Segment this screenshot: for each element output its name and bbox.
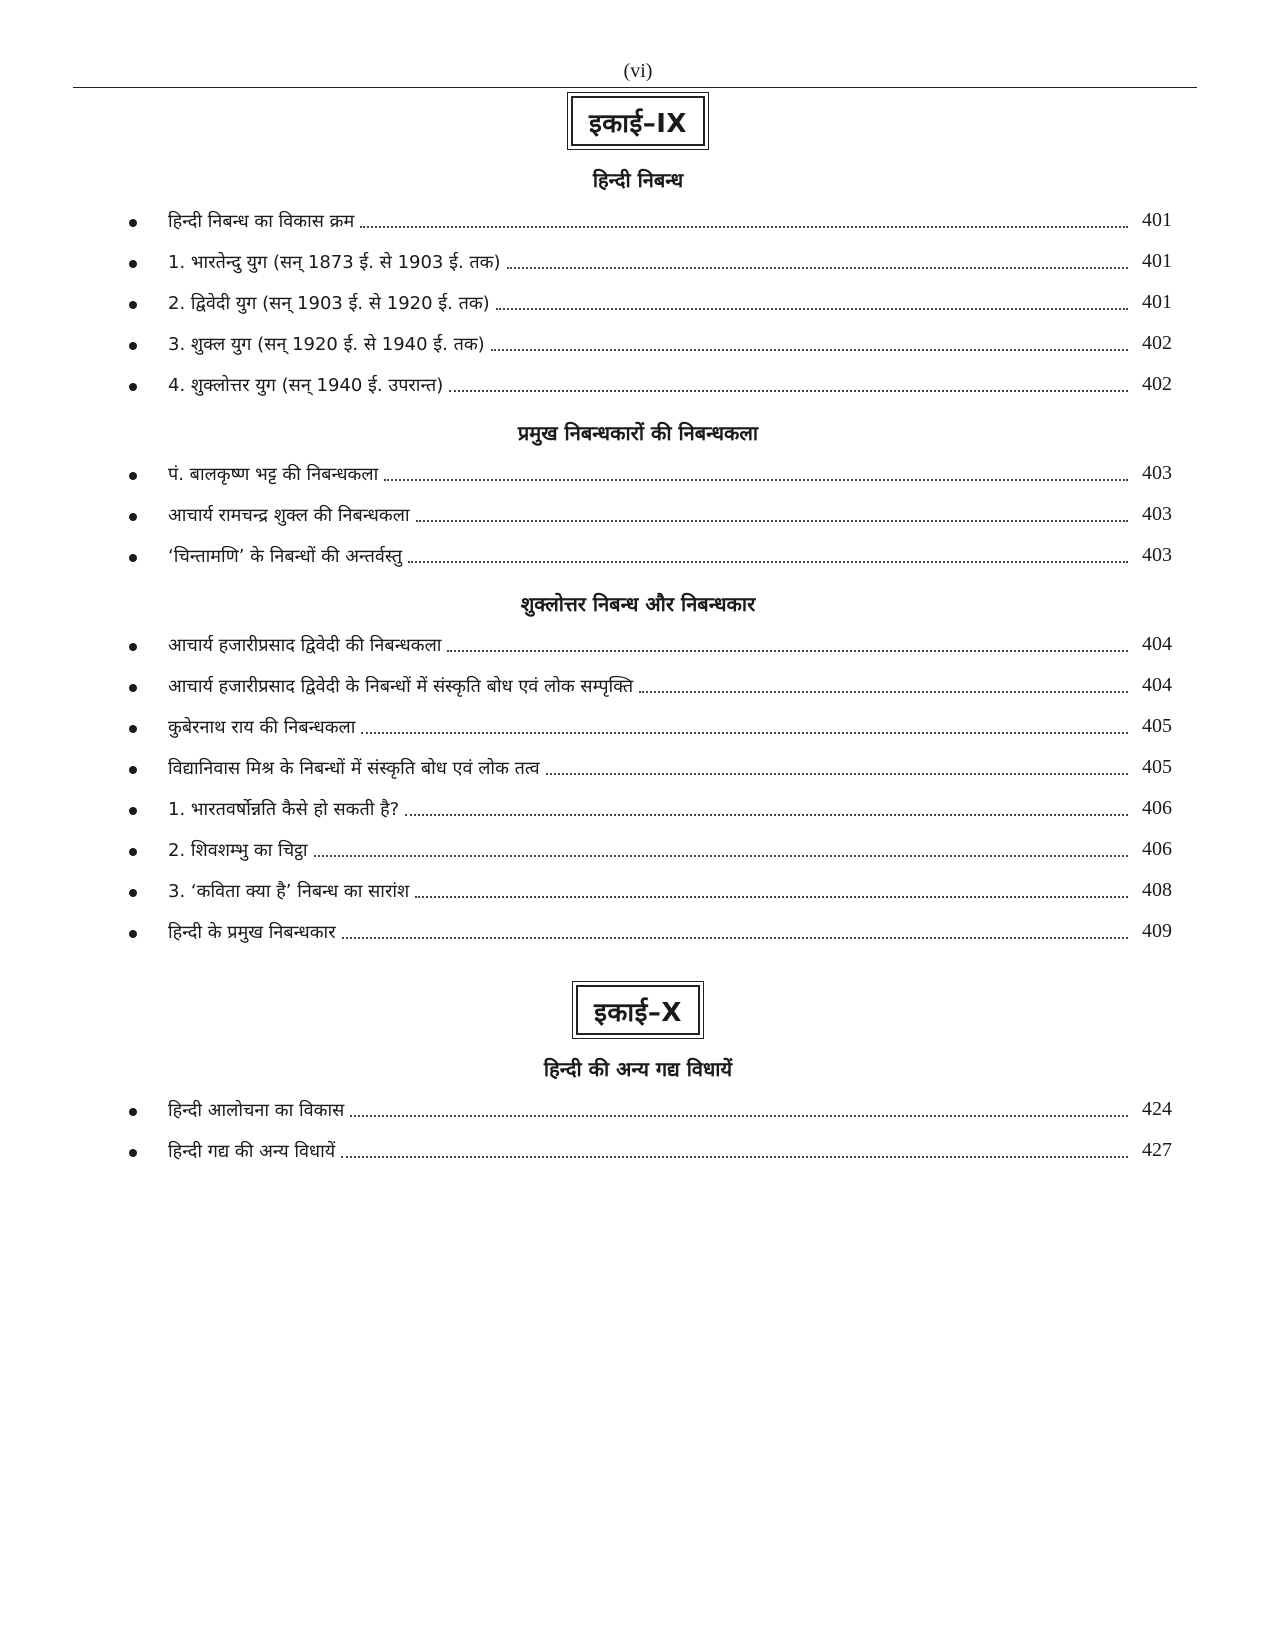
- toc-entry[interactable]: [0, 706, 1276, 747]
- dot-leader: [416, 520, 1128, 522]
- dot-leader: [408, 561, 1128, 563]
- toc-entry-page: 402: [1142, 373, 1172, 395]
- dot-leader: [507, 267, 1129, 269]
- dot-leader: [447, 650, 1128, 652]
- toc-entry[interactable]: [0, 1089, 1276, 1130]
- toc-entry[interactable]: [0, 200, 1276, 241]
- toc-entry-title: आचार्य हजारीप्रसाद द्विवेदी की निबन्धकला: [168, 634, 442, 656]
- section-heading: हिन्दी की अन्य गद्य विधायें: [543, 1057, 733, 1081]
- toc-entry[interactable]: [0, 282, 1276, 323]
- toc-entry-title: हिन्दी निबन्ध का विकास क्रम: [168, 210, 355, 232]
- toc-entry[interactable]: [0, 747, 1276, 788]
- unit-title: इकाई–X: [576, 985, 700, 1035]
- dot-leader: [496, 308, 1128, 310]
- unit-x: [0, 985, 1276, 1171]
- bullet-icon: [129, 513, 137, 521]
- toc-entry[interactable]: [0, 665, 1276, 706]
- bullet-icon: [129, 1149, 137, 1157]
- toc-entry-page: 408: [1142, 879, 1172, 901]
- toc-entry-title: हिन्दी आलोचना का विकास: [168, 1099, 345, 1121]
- bullet-icon: [129, 643, 137, 651]
- dot-leader: [491, 349, 1128, 351]
- toc-list: [0, 200, 1276, 405]
- toc-entry-page: 427: [1142, 1139, 1172, 1161]
- toc-entry[interactable]: [0, 323, 1276, 364]
- page-number: (vi): [623, 60, 653, 82]
- dot-leader: [449, 390, 1128, 392]
- toc-entry[interactable]: [0, 1130, 1276, 1171]
- bullet-icon: [129, 554, 137, 562]
- toc-entry-title: हिन्दी के प्रमुख निबन्धकार: [168, 921, 336, 943]
- dot-leader: [341, 1156, 1128, 1158]
- toc-entry-title: ‘चिन्तामणि’ के निबन्धों की अन्तर्वस्तु: [168, 545, 403, 567]
- toc-entry-page: 404: [1142, 674, 1172, 696]
- toc-entry-page: 405: [1142, 756, 1172, 778]
- dot-leader: [546, 773, 1128, 775]
- toc-list: [0, 1089, 1276, 1171]
- bullet-icon: [129, 472, 137, 480]
- section-heading: प्रमुख निबन्धकारों की निबन्धकला: [517, 421, 759, 445]
- unit-title: इकाई–IX: [571, 96, 705, 146]
- toc-entry-page: 406: [1142, 838, 1172, 860]
- toc-entry-page: 403: [1142, 503, 1172, 525]
- header-rule: [73, 87, 1197, 88]
- dot-leader: [350, 1115, 1128, 1117]
- toc-entry-title: 4. शुक्लोत्तर युग (सन् 1940 ई. उपरान्त): [168, 374, 444, 396]
- toc-entry-title: विद्यानिवास मिश्र के निबन्धों में संस्कृति बोध एवं लोक तत्व: [168, 757, 540, 779]
- toc-entry[interactable]: [0, 829, 1276, 870]
- toc-entry[interactable]: [0, 494, 1276, 535]
- dot-leader: [361, 732, 1128, 734]
- toc-entry-title: आचार्य हजारीप्रसाद द्विवेदी के निबन्धों में संस्कृति बोध एवं लोक सम्पृक्ति: [168, 675, 634, 697]
- toc-entry-page: 402: [1142, 332, 1172, 354]
- toc-entry-page: 405: [1142, 715, 1172, 737]
- bullet-icon: [129, 807, 137, 815]
- toc-entry-page: 409: [1142, 920, 1172, 942]
- toc-entry-title: हिन्दी गद्य की अन्य विधायें: [168, 1140, 336, 1162]
- unit-ix: [0, 96, 1276, 952]
- toc-entry[interactable]: [0, 364, 1276, 405]
- toc-entry-page: 403: [1142, 544, 1172, 566]
- dot-leader: [384, 479, 1128, 481]
- toc-list: [0, 624, 1276, 952]
- dot-leader: [342, 937, 1128, 939]
- toc-entry-title: पं. बालकृष्ण भट्ट की निबन्धकला: [168, 463, 379, 485]
- dot-leader: [405, 814, 1128, 816]
- toc-entry[interactable]: [0, 241, 1276, 282]
- toc-entry[interactable]: [0, 624, 1276, 665]
- dot-leader: [639, 691, 1128, 693]
- bullet-icon: [129, 260, 137, 268]
- bullet-icon: [129, 725, 137, 733]
- toc-entry-page: 403: [1142, 462, 1172, 484]
- toc-entry[interactable]: [0, 870, 1276, 911]
- toc-entry-title: 1. भारतेन्दु युग (सन् 1873 ई. से 1903 ई. तक): [168, 251, 501, 273]
- bullet-icon: [129, 219, 137, 227]
- bullet-icon: [129, 766, 137, 774]
- section-heading: हिन्दी निबन्ध: [592, 168, 684, 192]
- toc-entry[interactable]: [0, 788, 1276, 829]
- toc-entry[interactable]: [0, 535, 1276, 576]
- bullet-icon: [129, 1108, 137, 1116]
- toc-entry-page: 406: [1142, 797, 1172, 819]
- toc-entry-title: 2. शिवशम्भु का चिट्ठा: [168, 839, 308, 861]
- toc-entry-title: आचार्य रामचन्द्र शुक्ल की निबन्धकला: [168, 504, 410, 526]
- toc-entry-page: 401: [1142, 209, 1172, 231]
- toc-entry-title: 1. भारतवर्षोन्नति कैसे हो सकती है?: [168, 798, 400, 820]
- bullet-icon: [129, 889, 137, 897]
- dot-leader: [360, 226, 1128, 228]
- toc-entry-page: 424: [1142, 1098, 1172, 1120]
- toc-entry-title: कुबेरनाथ राय की निबन्धकला: [168, 716, 356, 738]
- toc-entry-page: 401: [1142, 291, 1172, 313]
- toc-entry-title: 3. ‘कविता क्या है’ निबन्ध का सारांश: [168, 880, 410, 902]
- bullet-icon: [129, 342, 137, 350]
- dot-leader: [314, 855, 1128, 857]
- bullet-icon: [129, 301, 137, 309]
- dot-leader: [415, 896, 1128, 898]
- toc-entry-title: 3. शुक्ल युग (सन् 1920 ई. से 1940 ई. तक): [168, 333, 485, 355]
- section-heading: शुक्लोत्तर निबन्ध और निबन्धकार: [520, 592, 756, 616]
- bullet-icon: [129, 848, 137, 856]
- bullet-icon: [129, 684, 137, 692]
- toc-entry-title: 2. द्विवेदी युग (सन् 1903 ई. से 1920 ई. तक): [168, 292, 490, 314]
- toc-entry-page: 401: [1142, 250, 1172, 272]
- bullet-icon: [129, 383, 137, 391]
- toc-list: [0, 453, 1276, 576]
- bullet-icon: [129, 930, 137, 938]
- toc-entry[interactable]: [0, 453, 1276, 494]
- toc-entry-page: 404: [1142, 633, 1172, 655]
- toc-entry[interactable]: [0, 911, 1276, 952]
